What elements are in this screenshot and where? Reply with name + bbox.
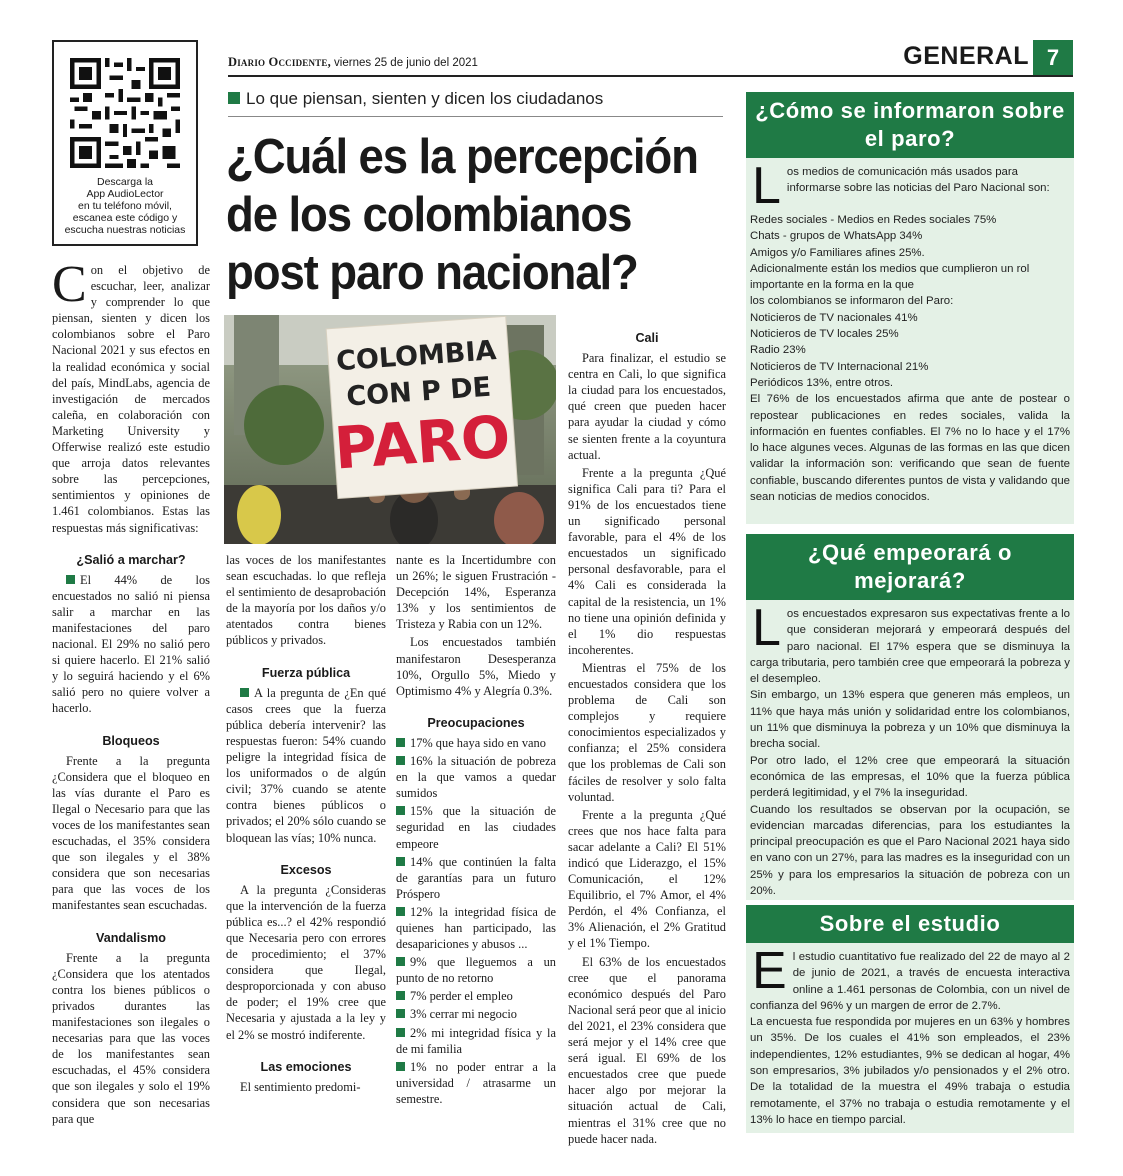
article-column-1: [52, 256, 210, 1129]
list-item-text: 16% la situación de pobreza en la que vamos a quedar sumidos: [396, 754, 556, 801]
list-item: [396, 1025, 556, 1057]
paragraph-emociones: El sentimiento predomi-: [240, 1079, 361, 1094]
sidebar-line: Periódicos 13%, entre otros.: [750, 376, 894, 389]
qr-caption-line: Descarga la: [96, 176, 154, 188]
sidebar-body: [746, 600, 1074, 905]
paragraph-excesos: A la pregunta ¿Consideras que la intervención de la fuerza pública es...? el 42% respondió que Necesaria pero con errores de procedimiento; el 37% considera que Ilegal, desproporcionada y con abuso de poder; el 19% cree que Necesaria y ajustada a la ley y el 2% se mostró indiferente.: [226, 882, 386, 1042]
sidebar-title: Sobre el estudio: [746, 905, 1074, 943]
sidebar-paragraph: l estudio cuantitativo fue realizado del 22 de mayo al 2 de junio de 2021, a través de encuesta interactiva online a 1.461 personas de Colombia, con un nivel de confianza del 96% y un margen de error de 2.7%.: [750, 951, 1070, 1012]
sidebar-informaron: [746, 92, 1074, 524]
list-item-text: 12% la integridad física de quienes han participado, las desapariciones y abusos ...: [396, 904, 556, 952]
sidebar-paragraph: Por otro lado, el 12% cree que empeorará la situación económica de las empresas, el 10% que la fuerza pública perderá legitimidad, y el 7% la inseguridad.: [750, 754, 1070, 800]
paragraph-cali-4: Frente a la pregunta ¿Qué crees que nos hace falta para sacar adelante a Cali? El 51% indicó que Liderazgo, el 15% Comunicación, el 12% Equilibrio, el 7% Amor, el 4% Perdón, el 4% Confianza, el 3% Alienación, el 2% Gratitud y el 1% Tiempo.: [568, 807, 726, 951]
paragraph-vandalismo: Frente a la pregunta ¿Considera que los atentados contra los bienes públicos o privados durantes las manifestaciones son ilegales o necesarias para que las voces de los manifestantes sean escuchadas, el 45% considera que son ilegales y solo el 19% considera que son necesarias para que: [52, 950, 210, 1126]
sidebar-line: Noticieros de TV Internacional 21%: [750, 360, 929, 373]
newspaper-name: Diario Occidente,: [228, 55, 331, 69]
paragraph-desesperanza: Los encuestados también manifestaron Desesperanza 10%, Orgullo 5%, Miedo y Optimismo 4% y Alegría 0.3%.: [396, 635, 556, 698]
subhead-bloqueos: Bloqueos: [102, 733, 160, 748]
subhead-excesos: Excesos: [280, 862, 332, 877]
paragraph-fuerza-publica: A la pregunta de ¿En qué casos crees que la fuerza pública debería intervenir? las respuestas fueron: 54% cuando peligre la integridad física de los uniformados o de algún civil; 37% cuando se atente contra bienes públicos o privados; el 20% sólo cuando se bloquean las vías; 10% nunca.: [226, 685, 387, 845]
sidebar-estudio: [746, 905, 1074, 1133]
list-item-text: 14% que continúen la falta de garantías para un futuro Próspero: [396, 854, 556, 901]
list-item: [396, 954, 556, 986]
qr-caption-line: escanea este código y: [72, 212, 178, 224]
sidebar-line: Chats - grupos de WhatsApp 34%: [750, 230, 923, 243]
list-item: [396, 1006, 556, 1022]
sidebar-title: ¿Qué empeorará o mejorará?: [746, 534, 1074, 600]
section-name: GENERAL: [903, 42, 1029, 70]
sidebar-paragraph: La encuesta fue respondida por mujeres en un 63% y hombres un 35%. De los cuales el 41% son empleados, el 23% independientes, 12% estudiantes, 9% se dedican al hogar, 4% son empresarios, 3% jubilados y/o pensionados y el 2% otro. De la totalidad de la muestra el 49% trabaja o estudia remotamente, el 37% no trabaja o estudia remotamente y el 13% lo hace en tiempo parcial.: [750, 1016, 1070, 1126]
sign-text: PARO: [332, 402, 513, 483]
sidebar-line: Radio 23%: [750, 344, 806, 357]
drop-cap: C: [52, 256, 87, 313]
qr-caption-line: en tu teléfono móvil,: [78, 200, 172, 212]
kicker-divider: [228, 116, 723, 117]
paragraph-vandalismo-cont: las voces de los manifestantes sean escuchadas. lo que refleja el sentimiento de desaprobación de la mayoría por los daños y/o atentados contra bienes públicos y privados.: [226, 553, 386, 648]
subhead-fuerza-publica: Fuerza pública: [261, 665, 351, 680]
article-column-2: [226, 552, 386, 1097]
page-number: 7: [1033, 40, 1073, 76]
sidebar-line: Noticieros de TV locales 25%: [750, 328, 899, 341]
square-bullet-icon: [396, 857, 405, 866]
sidebar-body: [746, 943, 1074, 1134]
list-item: [396, 904, 556, 952]
sidebar-empeorara: [746, 534, 1074, 900]
square-bullet-icon: [396, 1028, 405, 1037]
list-item-text: 9% que lleguemos a un punto de no retorno: [396, 955, 556, 986]
subhead-marchar: ¿Salió a marchar?: [76, 552, 186, 567]
sidebar-line: Noticieros de TV nacionales 41%: [750, 311, 918, 324]
list-item: [396, 1059, 556, 1107]
paragraph-cali-1: Para finalizar, el estudio se centra en Cali, lo que significa la ciudad para los encuestados, qué creen que pueden hacer para ayudar la ciudad y cómo se sienten frente a la coyuntura actual.: [568, 351, 726, 462]
square-bullet-icon: [396, 756, 405, 765]
list-item: [396, 988, 556, 1004]
kicker-text: Lo que piensan, sienten y dicen los ciudadanos: [246, 89, 604, 108]
qr-code-icon[interactable]: [70, 58, 180, 168]
list-item-text: 3% cerrar mi negocio: [410, 1007, 517, 1022]
sidebar-line: Amigos y/o Familiares afines 25%.: [750, 246, 925, 259]
sidebar-line: los colombianos se informaron del Paro:: [750, 295, 954, 308]
qr-caption-line: App AudioLector: [86, 188, 164, 200]
paragraph-bloqueos: Frente a la pregunta ¿Considera que el bloqueo en las vías durante el Paro es Ilegal o Necesario para que las voces de los manifestantes sean escuchadas, el 35% considera que son ilegales y el 38% considera que son necesarias para que las voces de los manifestantes sean escuchadas.: [52, 753, 210, 913]
paragraph-cali-2: Frente a la pregunta ¿Qué significa Cali para ti? Para el 91% de los encuestados tiene un significado personal favorable, para el 4% de los encuestados un significado personal desfavorable, para el 4% Cali es considerada la capital de la resistencia, un 1% no tiene una opinión definida y el 1% dio respuestas incoherentes.: [568, 465, 726, 657]
square-bullet-icon: [228, 92, 240, 104]
qr-promo: [52, 40, 198, 246]
drop-cap: L: [752, 599, 781, 657]
sidebar-paragraph: Cuando los resultados se observan por la ocupación, se evidencian marcadas diferencias, para los estudiantes la principal preocupación es que el Paro Nacional 2021 haya sido en vano con un 27%, para las madres es la inseguridad con un 25% y para los empresarios la situación de pobreza con un 20%.: [750, 803, 1070, 898]
paragraph-emociones-cont: nante es la Incertidumbre con un 26%; le siguen Frustración - Decepción 14%, Esperanza 13% y los sentimientos de Tristeza y Rabia con un 12%.: [396, 553, 556, 632]
kicker: [228, 89, 603, 109]
intro-paragraph: on el objetivo de escuchar, leer, analizar y comprender lo que piensan, sienten y dicen los colombianos sobre el Paro Nacional 2021 y sus efectos en la realidad económica y social del país, MindLabs, agencia de investigación de mercados caleña, en colaboración con Marketing University y Offerwise realizó este estudio que arroja datos relevantes sobre las percepciones, sentimientos y opiniones de 1.461 colombianos. Estas las respuestas más significativas:: [52, 263, 210, 535]
sign-text: CON P DE: [345, 371, 493, 413]
list-item: [396, 735, 556, 751]
qr-caption: [60, 176, 190, 236]
list-item-text: 15% que la situación de seguridad en las ciudades empeore: [396, 804, 556, 851]
sign-text: COLOMBIA: [335, 335, 498, 378]
headline-line: ¿Cuál es la percepción: [226, 130, 698, 184]
subhead-cali: Cali: [635, 331, 659, 345]
qr-caption-line: escucha nuestras noticias: [64, 224, 186, 236]
list-item-text: 17% que haya sido en vano: [410, 735, 546, 750]
headline: [226, 128, 700, 302]
list-item: [396, 753, 556, 801]
square-bullet-icon: [396, 991, 405, 1000]
list-item-text: 2% mi integridad física y la de mi familia: [396, 1025, 556, 1056]
article-column-4: [568, 330, 726, 1149]
protest-sign-image: [224, 315, 556, 544]
masthead: [228, 55, 478, 70]
paragraph-marchar: El 44% de los encuestados no salió ni piensa salir a marchar en las manifestaciones del paro nacional. El 29% no salió pero si quiere hacerlo. El 21% salió y lo seguirá haciendo y el 6% salió pero no quiere volver a hacerlo.: [52, 572, 210, 716]
headline-line: de los colombianos: [226, 188, 632, 242]
drop-cap: E: [752, 942, 787, 1000]
article-column-3: [396, 552, 556, 1109]
square-bullet-icon: [66, 575, 75, 584]
list-item: [396, 854, 556, 902]
square-bullet-icon: [396, 1062, 405, 1071]
sidebar-intro: os medios de comunicación más usados para informarse sobre las noticias del Paro Nacional son:: [786, 166, 1050, 195]
sidebar-line: Redes sociales - Medios en Redes sociales 75%: [750, 214, 997, 226]
square-bullet-icon: [396, 806, 405, 815]
square-bullet-icon: [240, 688, 249, 697]
header-divider: [228, 75, 1073, 77]
list-item-text: 1% no poder entrar a la universidad / atrasarme un semestre.: [396, 1059, 556, 1106]
headline-line: post paro nacional?: [226, 246, 638, 300]
sidebar-body: [746, 158, 1074, 511]
paragraph-cali-5: El 63% de los encuestados cree que el panorama económico después del Paro Nacional será peor que al inicio del 2021, el 23% considera que será mejor y el 14% cree que será igual. El 69% de los encuestados cree que puede hacer algo por mejorar la situación actual de Cali, mientras el 31% cree que no puede hacer nada.: [568, 954, 726, 1146]
subhead-preocupaciones: Preocupaciones: [427, 715, 525, 730]
square-bullet-icon: [396, 738, 405, 747]
square-bullet-icon: [396, 1009, 405, 1018]
list-item-text: 7% perder el empleo: [410, 989, 513, 1004]
subhead-emociones: Las emociones: [260, 1059, 352, 1074]
square-bullet-icon: [396, 907, 405, 916]
issue-date: viernes 25 de junio del 2021: [334, 57, 478, 69]
sidebar-paragraph: Sin embargo, un 13% espera que generen más empleos, un 11% que haya más unión y solidaridad entre los colombianos, un 11% que disminuya la pobreza y un 10% que disminuya la brecha social.: [750, 689, 1070, 751]
drop-cap: L: [752, 157, 781, 215]
sidebar-title: ¿Cómo se informaron sobre el paro?: [746, 92, 1074, 158]
paragraph-cali-3: Mientras el 75% de los encuestados considera que los problema de Cali son complejos y requiere conocimientos especializados y confianza; el 25% considera que los problemas de Cali son fáciles de resolver y solo falta voluntad.: [568, 660, 726, 804]
sidebar-paragraph: os encuestados expresaron sus expectativas frente a lo que consideran mejorará y empeorará después del paro nacional. El 17% espera que se disminuya la carga tributaria, pero también cree que empeorará la pobreza y el desempleo.: [750, 608, 1070, 686]
square-bullet-icon: [396, 957, 405, 966]
sidebar-closing: El 76% de los encuestados afirma que ante de postear o repostear publicaciones en redes sociales, valida la información en fuentes confiables. El 7% no lo hace y el 17% lo hace algunes veces. Algunas de las formas en las que dicen validar la información son: verificando que sean de fuente confiable, buscando diferentes puntos de vista y validando que sean noticias de medios conocidos.: [750, 393, 1070, 504]
subhead-vandalismo: Vandalismo: [96, 930, 166, 945]
protest-photo: [224, 315, 556, 544]
list-item: [396, 803, 556, 851]
sidebar-line: Adicionalmente están los medios que cumplieron un rol importante en la forma en la que: [750, 262, 1030, 292]
